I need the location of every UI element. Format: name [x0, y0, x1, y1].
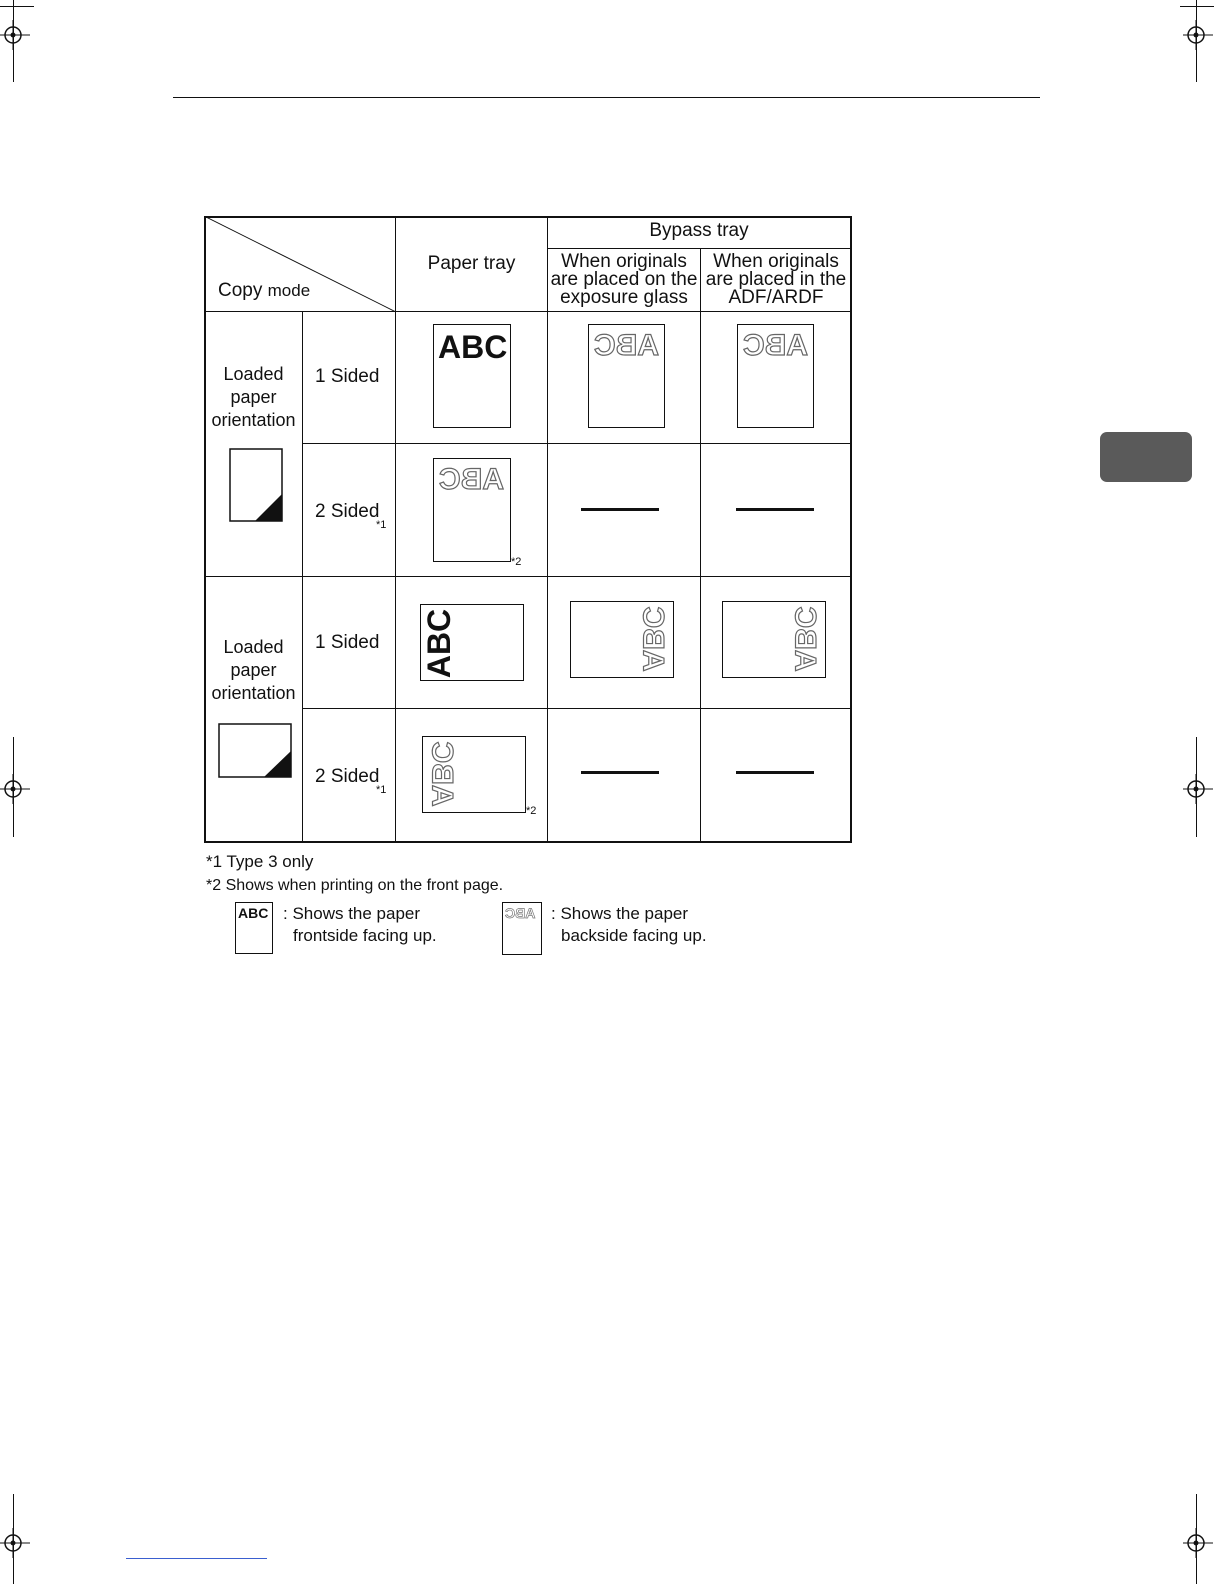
not-applicable-dash — [581, 508, 659, 511]
not-applicable-dash — [736, 508, 814, 511]
paper-sample-front: ABC — [420, 604, 524, 681]
paper-sample-back: ABC — [737, 324, 814, 428]
bypass-tray-header: Bypass tray — [649, 220, 749, 241]
row-mode-label: 1 Sided — [315, 366, 380, 387]
registration-mark-icon — [1183, 774, 1213, 804]
paper-sample-back: ABC — [433, 458, 511, 562]
crop-mark — [1180, 6, 1214, 7]
copy-mode-header: Copy mode — [218, 280, 311, 301]
legend-front-text: : Shows the paper frontside facing up. — [283, 904, 437, 945]
registration-mark-icon — [0, 20, 30, 50]
crop-mark — [1196, 0, 1197, 82]
footnote-mark: *1 — [376, 784, 387, 796]
registration-mark-icon — [0, 774, 30, 804]
crop-mark — [1196, 737, 1197, 837]
page-header-rule — [173, 97, 1040, 98]
crop-mark — [13, 1494, 14, 1584]
registration-mark-icon — [0, 1528, 30, 1558]
row-mode-label: 1 Sided — [315, 632, 380, 653]
legend-back-text: : Shows the paper backside facing up. — [551, 904, 707, 945]
portrait-page-corner-icon — [229, 448, 285, 524]
legend-back-sample: ABC — [502, 902, 542, 955]
not-applicable-dash — [736, 771, 814, 774]
orientation-label: Loaded paper orientation — [211, 637, 296, 703]
row-mode-label: 2 Sided — [315, 501, 380, 522]
crop-mark — [13, 0, 14, 82]
crop-mark — [0, 6, 34, 7]
paper-sample-back: ABC — [422, 736, 526, 813]
crop-mark — [1196, 1494, 1197, 1584]
not-applicable-dash — [581, 771, 659, 774]
row-mode-label: 2 Sided — [315, 766, 380, 787]
paper-sample-back: ABC — [722, 601, 826, 678]
paper-tray-header: Paper tray — [427, 253, 516, 274]
chapter-tab-marker — [1100, 432, 1192, 482]
footer-link-rule — [126, 1558, 267, 1559]
paper-sample-front: ABC — [433, 324, 511, 428]
paper-sample-back: ABC — [570, 601, 674, 678]
footnote-2: *2 Shows when printing on the front page. — [206, 877, 504, 894]
registration-mark-icon — [1183, 20, 1213, 50]
legend-front-sample: ABC — [235, 902, 273, 954]
footnote-mark: *2 — [511, 556, 522, 568]
footnote-mark: *2 — [526, 805, 537, 817]
adf-ardf-header: When originals are placed in the ADF/ARDF — [705, 251, 847, 308]
landscape-page-corner-icon — [218, 723, 294, 780]
footnote-1: *1 Type 3 only — [206, 852, 314, 871]
crop-mark — [13, 737, 14, 837]
orientation-label: Loaded paper orientation — [211, 364, 296, 430]
registration-mark-icon — [1183, 1528, 1213, 1558]
paper-sample-back: ABC — [588, 324, 665, 428]
footnote-mark: *1 — [376, 519, 387, 531]
exposure-glass-header: When originals are placed on the exposure glass — [550, 251, 698, 308]
